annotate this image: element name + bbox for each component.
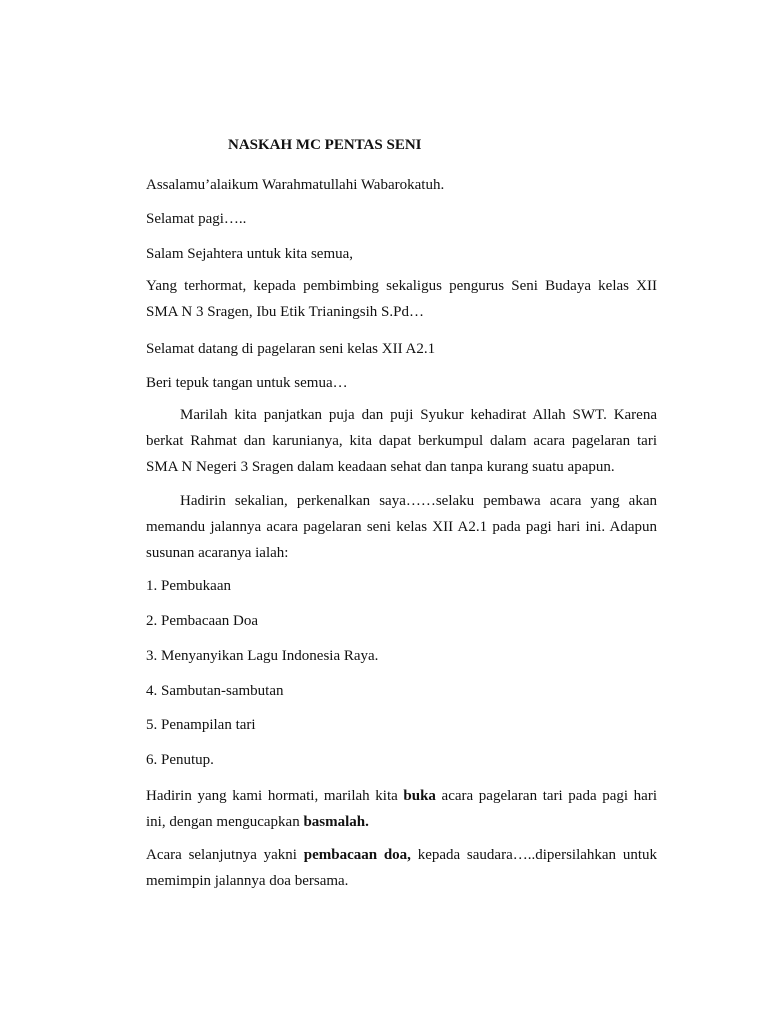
opening-paragraph	[146, 783, 657, 835]
prayer-paragraph	[146, 842, 657, 894]
gratitude-paragraph: Marilah kita panjatkan puja dan puji Syukur kehadirat Allah SWT. Karena berkat Rahmat dan karunianya, kita dapat berkumpul dalam acara pagelaran tari SMA N Negeri 3 Sragen dalam keadaan sehat dan tanpa kurang suatu apapun.	[146, 407, 657, 475]
applause-paragraph: Beri tepuk tangan untuk semua…	[146, 375, 348, 391]
opening-bold-buka: buka	[403, 788, 436, 804]
document-title: NASKAH MC PENTAS SENI	[228, 137, 422, 153]
greeting-paragraph: Assalamu’alaikum Warahmatullahi Wabarokatuh.	[146, 177, 445, 193]
opening-text-2: acara pagelaran tari pada pagi hari ini, dengan mengucapkan	[146, 788, 657, 830]
agenda-item-3: 3. Menyanyikan Lagu Indonesia Raya.	[146, 648, 379, 664]
agenda-item-5: 5. Penampilan tari	[146, 717, 256, 733]
prayer-text-1: Acara selanjutnya yakni	[146, 847, 304, 863]
prayer-text-2: kepada saudara…..dipersilahkan untuk memimpin jalannya doa bersama.	[146, 847, 657, 889]
opening-bold-basmalah: basmalah.	[303, 814, 369, 830]
opening-text-1: Hadirin yang kami hormati, marilah kita	[146, 788, 404, 804]
morning-greeting: Selamat pagi…..	[146, 211, 247, 227]
agenda-item-1: 1. Pembukaan	[146, 578, 231, 594]
intro-paragraph: Hadirin sekalian, perkenalkan saya……selaku pembawa acara yang akan memandu jalannya acara pagelaran seni kelas XII A2.1 pada pagi hari ini. Adapun susunan acaranya ialah:	[146, 493, 657, 561]
agenda-item-2: 2. Pembacaan Doa	[146, 613, 259, 629]
agenda-item-4: 4. Sambutan-sambutan	[146, 683, 284, 699]
salam-paragraph: Salam Sejahtera untuk kita semua,	[146, 246, 354, 262]
prayer-bold-doa: pembacaan doa,	[303, 847, 411, 863]
respect-paragraph: Yang terhormat, kepada pembimbing sekaligus pengurus Seni Budaya kelas XII SMA N 3 Sragen, Ibu Etik Trianingsih S.Pd…	[146, 278, 657, 320]
welcome-paragraph: Selamat datang di pagelaran seni kelas XII A2.1	[146, 341, 436, 357]
agenda-item-6: 6. Penutup.	[146, 752, 214, 768]
